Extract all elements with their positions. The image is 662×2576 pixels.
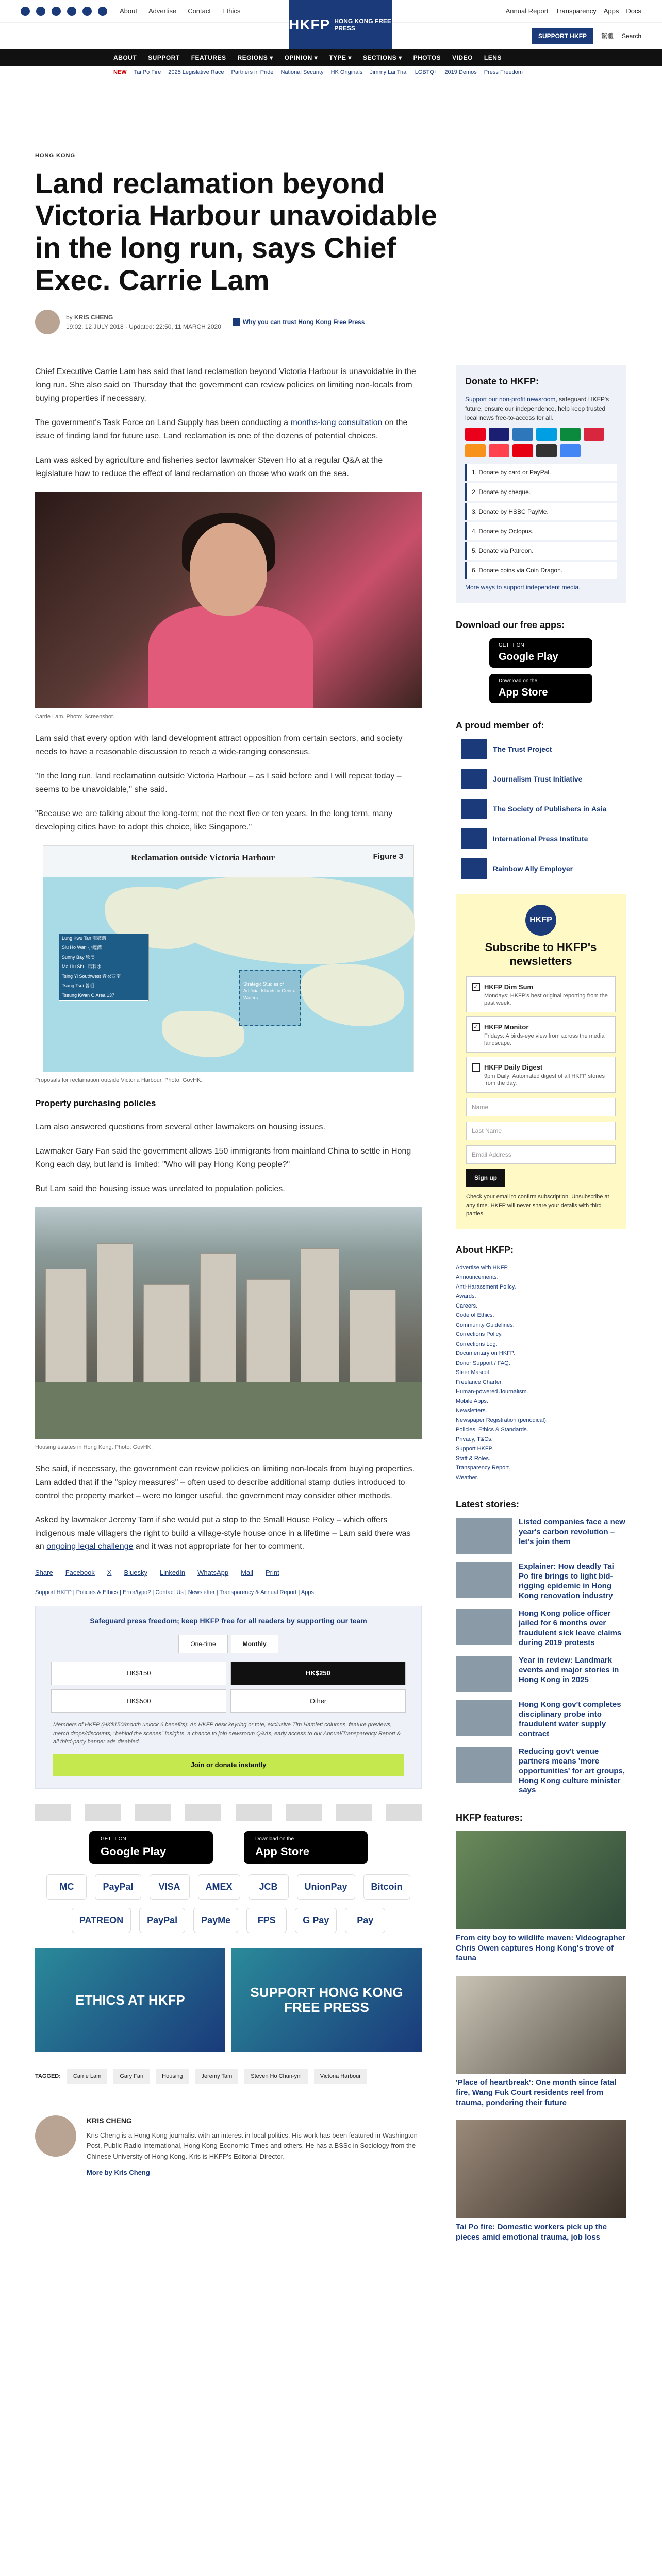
join-donate-button[interactable]: Join or donate instantly [53,1754,404,1776]
sidebar-app-buttons [456,638,626,703]
amex-icon [512,428,533,441]
byline-prefix: by [66,314,73,321]
newsletter-note: Check your email to confirm subscription. Unsubscribe at any time. HKFP will never share your details with third parties. [466,1194,609,1217]
more-by-author-link[interactable]: More by Kris Cheng [87,2168,150,2176]
story-thumbnail [456,1700,512,1736]
social-icons [21,7,107,16]
partner-logo [236,1804,272,1821]
donate-tabs [36,1635,421,1653]
sidebar-heading: About HKFP: [456,1244,514,1255]
author-box [35,2105,422,2179]
member-item[interactable]: Rainbow Ally Employer [456,858,626,879]
about-link[interactable]: Staff & Roles. [456,1455,491,1462]
legal-challenge-link[interactable]: ongoing legal challenge [46,1542,134,1551]
about-link[interactable]: Weather. [456,1474,478,1481]
about-link[interactable]: Anti-Harassment Policy. [456,1283,516,1290]
newsletter-option[interactable]: ✓ HKFP Dim Sum Mondays: HKFP's best original reporting from the past week. [466,976,616,1012]
donate-widget [456,365,626,603]
sidebar-heading: HKFP features: [456,1812,523,1823]
donate-box [35,1606,422,1789]
last-name-field[interactable]: Last Name [466,1122,616,1140]
member-item[interactable]: The Society of Publishers in Asia [456,799,626,819]
about-link[interactable]: Code of Ethics. [456,1312,494,1319]
partner-logos [35,1804,422,1821]
content-layout [0,365,662,2255]
tag[interactable]: Jeremy Tam [195,2069,239,2084]
story-item[interactable]: Reducing gov't venue partners means 'more opportunities' for art groups, Hong Kong culture minister says [456,1747,626,1795]
donate-option[interactable]: 3. Donate by HSBC PayMe. [465,503,617,520]
donate-option[interactable]: 1. Donate by card or PayPal. [465,464,617,481]
share-x[interactable]: X [107,1569,112,1577]
unionpay-icon [584,428,604,441]
payme-icon [512,444,533,457]
reclamation-map [43,845,414,1072]
member-item[interactable]: Journalism Trust Initiative [456,769,626,789]
author-bio: Kris Cheng is a Hong Kong journalist with an interest in local politics. His work has been featured in Washington Post, Public Radio International, Hong Kong Economic Times and others. He has a BSSc in Sociology from the Chinese University of Hong Kong. Kris is HKFP's Editorial Director. [87,2131,418,2161]
housing-estates-photo [35,1207,422,1439]
about-links [456,1263,626,1483]
paragraph: Lam also answered questions from several other lawmakers on housing issues. [35,1122,325,1131]
about-link[interactable]: Newspaper Registration (periodical). [456,1417,548,1423]
card-icons [465,428,617,457]
donate-title: Safeguard press freedom; keep HKFP free for all readers by supporting our team [90,1617,367,1625]
newsletter-option[interactable]: HKFP Daily Digest 9pm Daily: Automated digest of all HKFP stories from the day. [466,1057,616,1093]
partner-logo [386,1804,422,1821]
share-label[interactable]: Share [35,1569,53,1577]
member-logo [461,828,487,849]
about-link[interactable]: Newsletters. [456,1408,487,1414]
about-link[interactable]: Careers. [456,1302,478,1309]
google-play-button[interactable]: GET IT ON Google Play [489,638,592,668]
article-footer-links[interactable]: Support HKFP | Policies & Ethics | Error/typo? | Contact Us | Newsletter | Transparency & Annual Report | Apps [35,1589,314,1596]
payment-icon[interactable]: PATREON [72,1908,131,1933]
jcb-icon [560,428,581,441]
share-bluesky[interactable]: Bluesky [124,1569,147,1577]
top-link-apps[interactable]: Apps [603,7,619,15]
about-link[interactable]: Policies, Ethics & Standards. [456,1427,528,1433]
story-thumbnail [456,1747,512,1783]
tag[interactable]: Housing [156,2069,189,2084]
about-link[interactable]: Freelance Charter. [456,1379,503,1385]
byline-text [66,313,221,331]
tab-one-time[interactable]: One-time [178,1635,227,1653]
about-link[interactable]: Corrections Policy. [456,1331,503,1338]
trending-item[interactable]: LGBTQ+ [415,69,438,76]
nav-regions[interactable]: REGIONS ▾ [237,54,273,61]
tag[interactable]: Carrie Lam [67,2069,107,2084]
sidebar-heading: Download our free apps: [456,620,565,631]
partner-logo [336,1804,372,1821]
trending-item[interactable]: Jimmy Lai Trial [370,69,408,76]
about-link[interactable]: Corrections Log. [456,1341,498,1347]
payment-icon[interactable]: PayPal [95,1874,141,1900]
x-icon[interactable] [36,7,45,16]
apple-pay-icon [536,444,557,457]
tags-label: TAGGED: [35,2073,61,2080]
feature-image [456,2120,626,2218]
payment-icon[interactable]: Bitcoin [363,1874,410,1900]
logo-main: HKFP [289,16,330,32]
newsletter-option[interactable]: ✓ HKFP Monitor Fridays: A birds-eye view from across the media landscape. [466,1016,616,1053]
trending-item[interactable]: National Security [280,69,324,76]
nav-about[interactable]: ABOUT [113,54,137,61]
logo-sub: HONG KONG FREE PRESS [334,17,391,32]
more-ways-link[interactable]: More ways to support independent media. [465,584,581,591]
payment-icon[interactable]: G Pay [295,1908,337,1933]
bluesky-icon[interactable] [98,7,107,16]
payment-icon[interactable]: VISA [150,1874,190,1900]
email-field[interactable]: Email Address [466,1145,616,1164]
header-actions [532,28,641,44]
about-link[interactable]: Donor Support / FAQ. [456,1360,510,1366]
first-name-field[interactable]: Name [466,1098,616,1116]
payment-icon[interactable]: FPS [246,1908,287,1933]
feature-image [456,1831,626,1929]
about-link[interactable]: Mobile Apps. [456,1398,488,1404]
trending-item[interactable]: Press Freedom [484,69,523,76]
legend-item: Lung Kwu Tan 龍鼓灘 [59,934,148,944]
partner-logo [135,1804,171,1821]
consultation-link[interactable]: months-long consultation [290,418,383,428]
nav-lens[interactable]: LENS [484,54,502,61]
photo-caption: Housing estates in Hong Kong. Photo: GovHK. [35,1444,153,1450]
partner-logo [286,1804,322,1821]
legend-item: Ma Liu Shui 馬料水 [59,962,148,972]
about-link[interactable]: Advertise with HKFP. [456,1264,509,1271]
photo-caption: Carrie Lam. Photo: Screenshot. [35,713,115,720]
checkbox-checked[interactable]: ✓ [472,1023,480,1031]
about-link[interactable]: Transparency Report. [456,1465,510,1471]
top-link-about[interactable]: About [120,7,137,15]
story-item[interactable]: Listed companies face a new year's carbon revolution – let's join them [456,1518,626,1554]
facebook-icon[interactable] [21,7,30,16]
sidebar-heading: Donate to HKFP: [465,376,539,387]
app-buttons [35,1831,422,1864]
story-item[interactable]: Hong Kong gov't completes disciplinary probe into fraudulent water supply contract [456,1700,626,1739]
legend-item: Sunny Bay 欣澳 [59,953,148,963]
sign-up-button[interactable]: Sign up [466,1169,505,1187]
top-link-docs[interactable]: Docs [626,7,641,15]
tags [35,2069,422,2084]
author-avatar [35,310,60,334]
nav-video[interactable]: VIDEO [452,54,473,61]
about-link[interactable]: Support HKFP. [456,1446,493,1452]
ad-space [0,79,662,151]
paragraph: "Because we are talking about the long-term; not the next five or ten years. In the long term, many developing cities have to adopt this choice, like Singapore." [35,809,393,832]
top-link-contact[interactable]: Contact [188,7,211,15]
trust-label: Why you can trust Hong Kong Free Press [242,318,365,326]
member-logo [461,739,487,759]
byline-author[interactable]: KRIS CHENG [74,314,113,321]
donate-option[interactable]: 6. Donate coins via Coin Dragon. [465,562,617,579]
share-facebook[interactable]: Facebook [65,1569,95,1577]
newsletter-widget [456,894,626,1229]
paragraph: Lam was asked by agriculture and fisheries sector lawmaker Steven Ho at a regular Q&A at the legislature how to reduce the effect of land reclamation on those who work on the sea. [35,456,383,478]
donate-text-link[interactable]: Support our non-profit newsroom [465,396,556,403]
article-dates: 19:02, 12 JULY 2018 · Updated: 22:50, 11 MARCH 2020 [66,323,221,331]
top-link-advertise[interactable]: Advertise [148,7,177,15]
features-list [456,1831,626,2242]
language-toggle[interactable]: 繁體 [601,32,614,40]
search-button[interactable]: Search [621,32,641,40]
nav-photos[interactable]: PHOTOS [413,54,441,61]
carrie-lam-photo [35,492,422,708]
about-link[interactable]: Community Guidelines. [456,1321,515,1328]
share-whatsapp[interactable]: WhatsApp [197,1569,229,1577]
paragraph: Lawmaker Gary Fan said the government allows 150 immigrants from mainland China to settle in Hong Kong each day, but land is limited: "Who will pay Hong Kong people?" [35,1147,411,1169]
paragraph: The government's Task Force on Land Supply has been conducting a months-long consultation on the issue of finding land for future use. Land reclamation is one of the dozens of potential choices. [35,418,408,440]
legend-item: Tsang Tsui 曾咀 [59,981,148,991]
latest-stories [456,1518,626,1795]
partner-logo [185,1804,221,1821]
tag[interactable]: Steven Ho Chun-yin [244,2069,307,2084]
paragraph: But Lam said the housing issue was unrelated to population policies. [35,1184,285,1194]
donate-note: Members of HKFP (HK$150/month unlock 6 benefits): An HKFP desk keyring or tote, exclusive Tim Hamlett columns, feature previews, merch drops/discounts, "behind the scenes" insights, a chance to join newsroom Q&As, early access to our Annual/Transparency Report & all third-party banner ads disabled. [53,1722,401,1745]
story-thumbnail [456,1656,512,1692]
linkedin-icon[interactable] [82,7,92,16]
donate-option[interactable]: 2. Donate by cheque. [465,483,617,501]
payment-methods [35,1874,422,1933]
about-link[interactable]: Steer Mascot. [456,1369,491,1376]
amount-option[interactable]: HK$150 [51,1662,226,1685]
article-body [35,365,422,2255]
top-link-annual-report[interactable]: Annual Report [505,7,549,15]
trending-item[interactable]: Tai Po Fire [134,69,161,76]
map-legend [59,934,149,1002]
about-link[interactable]: Documentary on HKFP. [456,1350,515,1357]
member-logo [461,769,487,789]
nav-type[interactable]: TYPE ▾ [329,54,352,61]
share-linkedin[interactable]: LinkedIn [160,1569,186,1577]
support-promo[interactable]: SUPPORT HONG KONG FREE PRESS [231,1948,422,2052]
site-logo[interactable] [289,0,392,49]
map-artificial-islands: Strategic Studies of Artificial Islands in Central Waters [239,970,301,1026]
promo-banners [35,1948,422,2052]
about-link[interactable]: Announcements. [456,1274,499,1281]
sidebar-heading: Latest stories: [456,1499,520,1510]
donate-option[interactable]: 4. Donate by Octopus. [465,522,617,540]
donate-text: Support our non-profit newsroom, safeguard HKFP's future, ensure our independence, help keep trusted local news free-to-access for all. [465,396,609,422]
member-logo [461,858,487,879]
about-link[interactable]: Privacy, T&Cs. [456,1436,493,1443]
partner-logo [85,1804,121,1821]
story-item[interactable]: Hong Kong police officer jailed for 6 months over fraudulent sick leave claims during 2019 protests [456,1609,626,1648]
newsletter-logo: HKFP [525,905,556,936]
trending-item[interactable]: 2019 Demos [444,69,477,76]
patreon-icon [489,444,509,457]
photo-caption: Proposals for reclamation outside Victoria Harbour. Photo: GovHK. [35,1077,203,1083]
feature-item[interactable]: From city boy to wildlife maven: Videographer Chris Owen captures Hong Kong's trove of fauna [456,1831,626,1963]
section-subheading: Property purchasing policies [35,1098,156,1109]
tab-monthly[interactable]: Monthly [231,1635,278,1653]
sidebar [456,365,626,2255]
paypal-icon [536,428,557,441]
author-avatar [35,2115,76,2157]
bitcoin-icon [465,444,486,457]
member-logo [461,799,487,819]
youtube-icon[interactable] [67,7,76,16]
trending-item[interactable]: HK Originals [330,69,363,76]
tag[interactable]: Victoria Harbour [314,2069,367,2084]
support-hkfp-button[interactable]: SUPPORT HKFP [532,28,593,44]
donate-amounts [36,1662,421,1713]
story-item[interactable]: Year in review: Landmark events and major stories in Hong Kong in 2025 [456,1656,626,1692]
paragraph: Chief Executive Carrie Lam has said that land reclamation beyond Victoria Harbour is unavoidable in the long run. She also said on Thursday that the government can review policies on limiting non-locals from buying properties if necessary. [35,367,416,403]
legend-item: Tseung Kwan O Area 137 [59,991,148,1001]
mastercard-icon [465,428,486,441]
top-links [120,6,240,16]
sidebar-heading: A proud member of: [456,720,544,731]
payment-icon[interactable]: UnionPay [297,1874,355,1900]
nav-opinion[interactable]: OPINION ▾ [284,54,318,61]
section-label[interactable]: HONG KONG [35,152,76,159]
top-right [506,6,641,16]
paragraph: Lam said that every option with land development attract opposition from certain sectors, and society needs to have a reasonable discussion to reach a wide-ranging consensus. [35,734,403,756]
legend-item: Siu Ho Wan 小蠔灣 [59,943,148,953]
share-print[interactable]: Print [265,1569,279,1577]
article-title: Land reclamation beyond Victoria Harbour unavoidable in the long run, says Chief Exec. Carrie Lam [35,166,438,296]
payment-icon[interactable]: PayMe [193,1908,238,1933]
trending-nav [0,66,662,79]
nav-features[interactable]: FEATURES [191,54,226,61]
feature-item[interactable]: Tai Po fire: Domestic workers pick up the pieces amid emotional trauma, job loss [456,2120,626,2242]
map-figure-label: Figure 3 [373,852,403,861]
share-mail[interactable]: Mail [241,1569,253,1577]
amount-option-selected[interactable]: HK$250 [230,1662,406,1685]
feature-item[interactable]: 'Place of heartbreak': One month since fatal fire, Wang Fuk Court residents reel from trauma, pondering their future [456,1976,626,2108]
paragraph: She said, if necessary, the government can review policies on limiting non-locals from buying properties. Lam added that if the "spicy measures" – often used to describe additional stamp duties introduced to control the property market – were no longer useful, the government may consider other methods. [35,1465,415,1500]
google-pay-icon [560,444,581,457]
story-thumbnail [456,1562,512,1598]
member-item[interactable]: The Trust Project [456,739,626,759]
nav-sections[interactable]: SECTIONS ▾ [362,54,402,61]
checkbox[interactable] [472,1063,480,1072]
instagram-icon[interactable] [52,7,61,16]
tag[interactable]: Gary Fan [113,2069,150,2084]
feature-image [456,1976,626,2074]
app-store-button[interactable]: Download on the App Store [489,674,592,703]
payment-icon[interactable]: MC [46,1874,87,1900]
amount-option[interactable]: HK$500 [51,1689,226,1713]
visa-icon [489,428,509,441]
ethics-promo[interactable]: ETHICS AT HKFP [35,1948,225,2052]
share-bar [35,1568,422,1578]
legend-item: Tsing Yi Southwest 青衣西南 [59,972,148,982]
payment-icon[interactable]: AMEX [198,1874,240,1900]
partner-logo [35,1804,71,1821]
donate-option[interactable]: 5. Donate via Patreon. [465,542,617,560]
google-play-button[interactable]: GET IT ON Google Play [89,1831,213,1864]
amount-option[interactable]: Other [230,1689,406,1713]
trending-item[interactable]: 2025 Legislative Race [168,69,224,76]
top-link-transparency[interactable]: Transparency [555,7,597,15]
paragraph: "In the long run, land reclamation outside Victoria Harbour – as I said before and I will repeat today – seems to be unavoidable," she said. [35,772,402,794]
app-store-button[interactable]: Download on the App Store [244,1831,368,1864]
about-link[interactable]: Awards. [456,1293,476,1300]
nav-support[interactable]: SUPPORT [148,54,180,61]
trending-new-label: NEW [113,69,127,76]
story-item[interactable]: Explainer: How deadly Tai Po fire brings to light bid-rigging epidemic in Hong Kong renovation industry [456,1562,626,1601]
payment-icon[interactable]: JCB [249,1874,289,1900]
map-title: Reclamation outside Victoria Harbour [131,852,275,862]
byline [35,310,627,334]
payment-icon[interactable]: PayPal [139,1908,185,1933]
paragraph: Asked by lawmaker Jeremy Tam if she would put a stop to the Small House Policy – which offers indigenous male villagers the right to build a village-style house once in a lifetime – Lam said there was an ongoing legal challenge and it was not appropriate for her to comment. [35,1516,411,1551]
payment-icon[interactable]: Pay [345,1908,385,1933]
donate-options [465,464,617,579]
story-thumbnail [456,1609,512,1645]
trust-icon [233,318,240,326]
member-list [456,739,626,879]
top-link-ethics[interactable]: Ethics [222,7,241,15]
main-nav [0,49,662,66]
newsletter-title: Subscribe to HKFP's newsletters [485,941,597,968]
story-thumbnail [456,1518,512,1554]
member-item[interactable]: International Press Institute [456,828,626,849]
trust-link[interactable] [233,317,365,327]
author-name[interactable]: KRIS CHENG [87,2116,132,2125]
trending-item[interactable]: Partners in Pride [231,69,274,76]
checkbox-checked[interactable]: ✓ [472,983,480,991]
about-link[interactable]: Human-powered Journalism. [456,1388,528,1395]
